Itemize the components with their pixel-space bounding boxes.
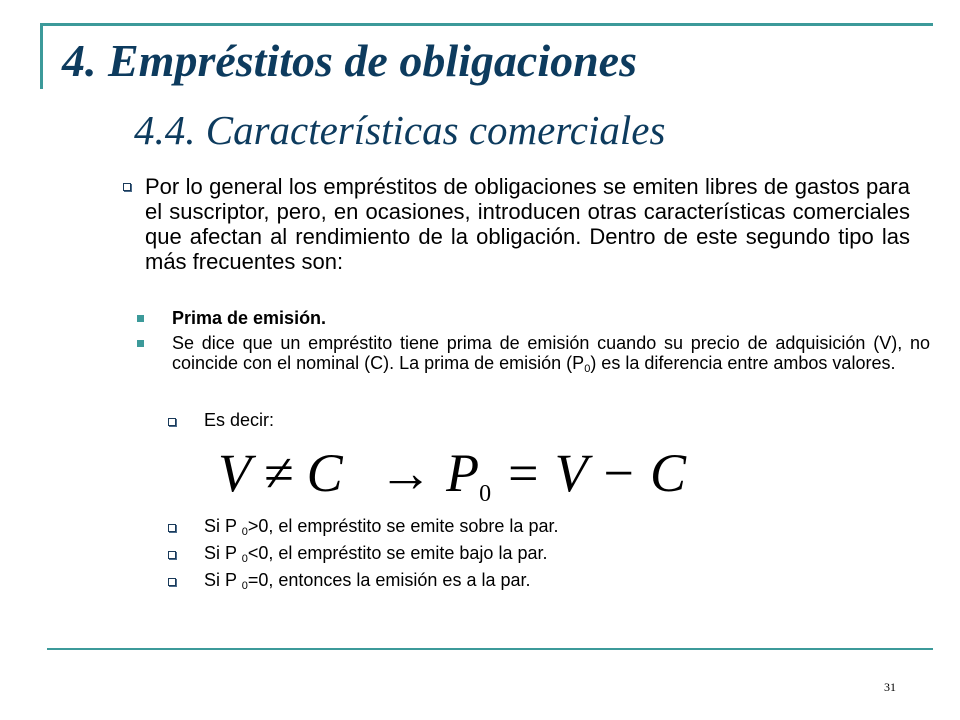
formula-p: P [446, 443, 480, 503]
prima-emision-heading: Prima de emisión. [172, 308, 327, 328]
intro-paragraph: Por lo general los empréstitos de obligaciones se emiten libres de gastos para el suscriptor, pero, en ocasiones, introducen otras características comerciales que afectan al rendimiento de la obligación. Dentro de este segundo tipo las más frecuentes son: [145, 174, 910, 274]
formula-p-subscript: 0 [479, 481, 492, 507]
case-text: =0, entonces la emisión es a la par. [247, 570, 531, 590]
case-text: <0, el empréstito se emite bajo la par. [247, 543, 548, 563]
bottom-border-line [47, 648, 933, 650]
left-border-line [40, 23, 43, 89]
definition-paragraph [172, 333, 930, 379]
case-text: Si P [204, 570, 242, 590]
case-item [204, 570, 531, 592]
formula-right: = V − C [491, 443, 687, 503]
slide-title: 4. Empréstitos de obligaciones [62, 35, 637, 86]
hollow-square-bullet-icon [168, 551, 176, 559]
formula-left: V ≠ C [218, 443, 343, 503]
hollow-square-bullet-icon [168, 578, 176, 586]
formula [218, 443, 687, 507]
definition-text-1: Se dice que un empréstito tiene prima de emisión cuando su precio de adquisición (V), no coincide con el nominal (C). La prima de emisión (P [172, 333, 930, 373]
top-border-line [40, 23, 933, 26]
page-number: 31 [884, 680, 896, 694]
case-item [204, 516, 558, 538]
definition-subscript: 0 [584, 363, 591, 375]
es-decir-label: Es decir: [204, 410, 275, 430]
definition-text-2: ) es la diferencia entre ambos valores. [590, 353, 896, 373]
hollow-square-bullet-icon [168, 524, 176, 532]
filled-square-bullet-icon [137, 315, 144, 322]
case-text: >0, el empréstito se emite sobre la par. [247, 516, 559, 536]
slide-subtitle: 4.4. Características comerciales [134, 107, 666, 153]
arrow-icon: → [378, 443, 433, 503]
case-text: Si P [204, 543, 242, 563]
case-item [204, 543, 547, 565]
case-text: Si P [204, 516, 242, 536]
case-subscript: 0 [241, 553, 248, 565]
hollow-square-bullet-icon [123, 183, 131, 191]
case-subscript: 0 [241, 526, 248, 538]
filled-square-bullet-icon [137, 340, 144, 347]
hollow-square-bullet-icon [168, 418, 176, 426]
case-subscript: 0 [241, 580, 248, 592]
